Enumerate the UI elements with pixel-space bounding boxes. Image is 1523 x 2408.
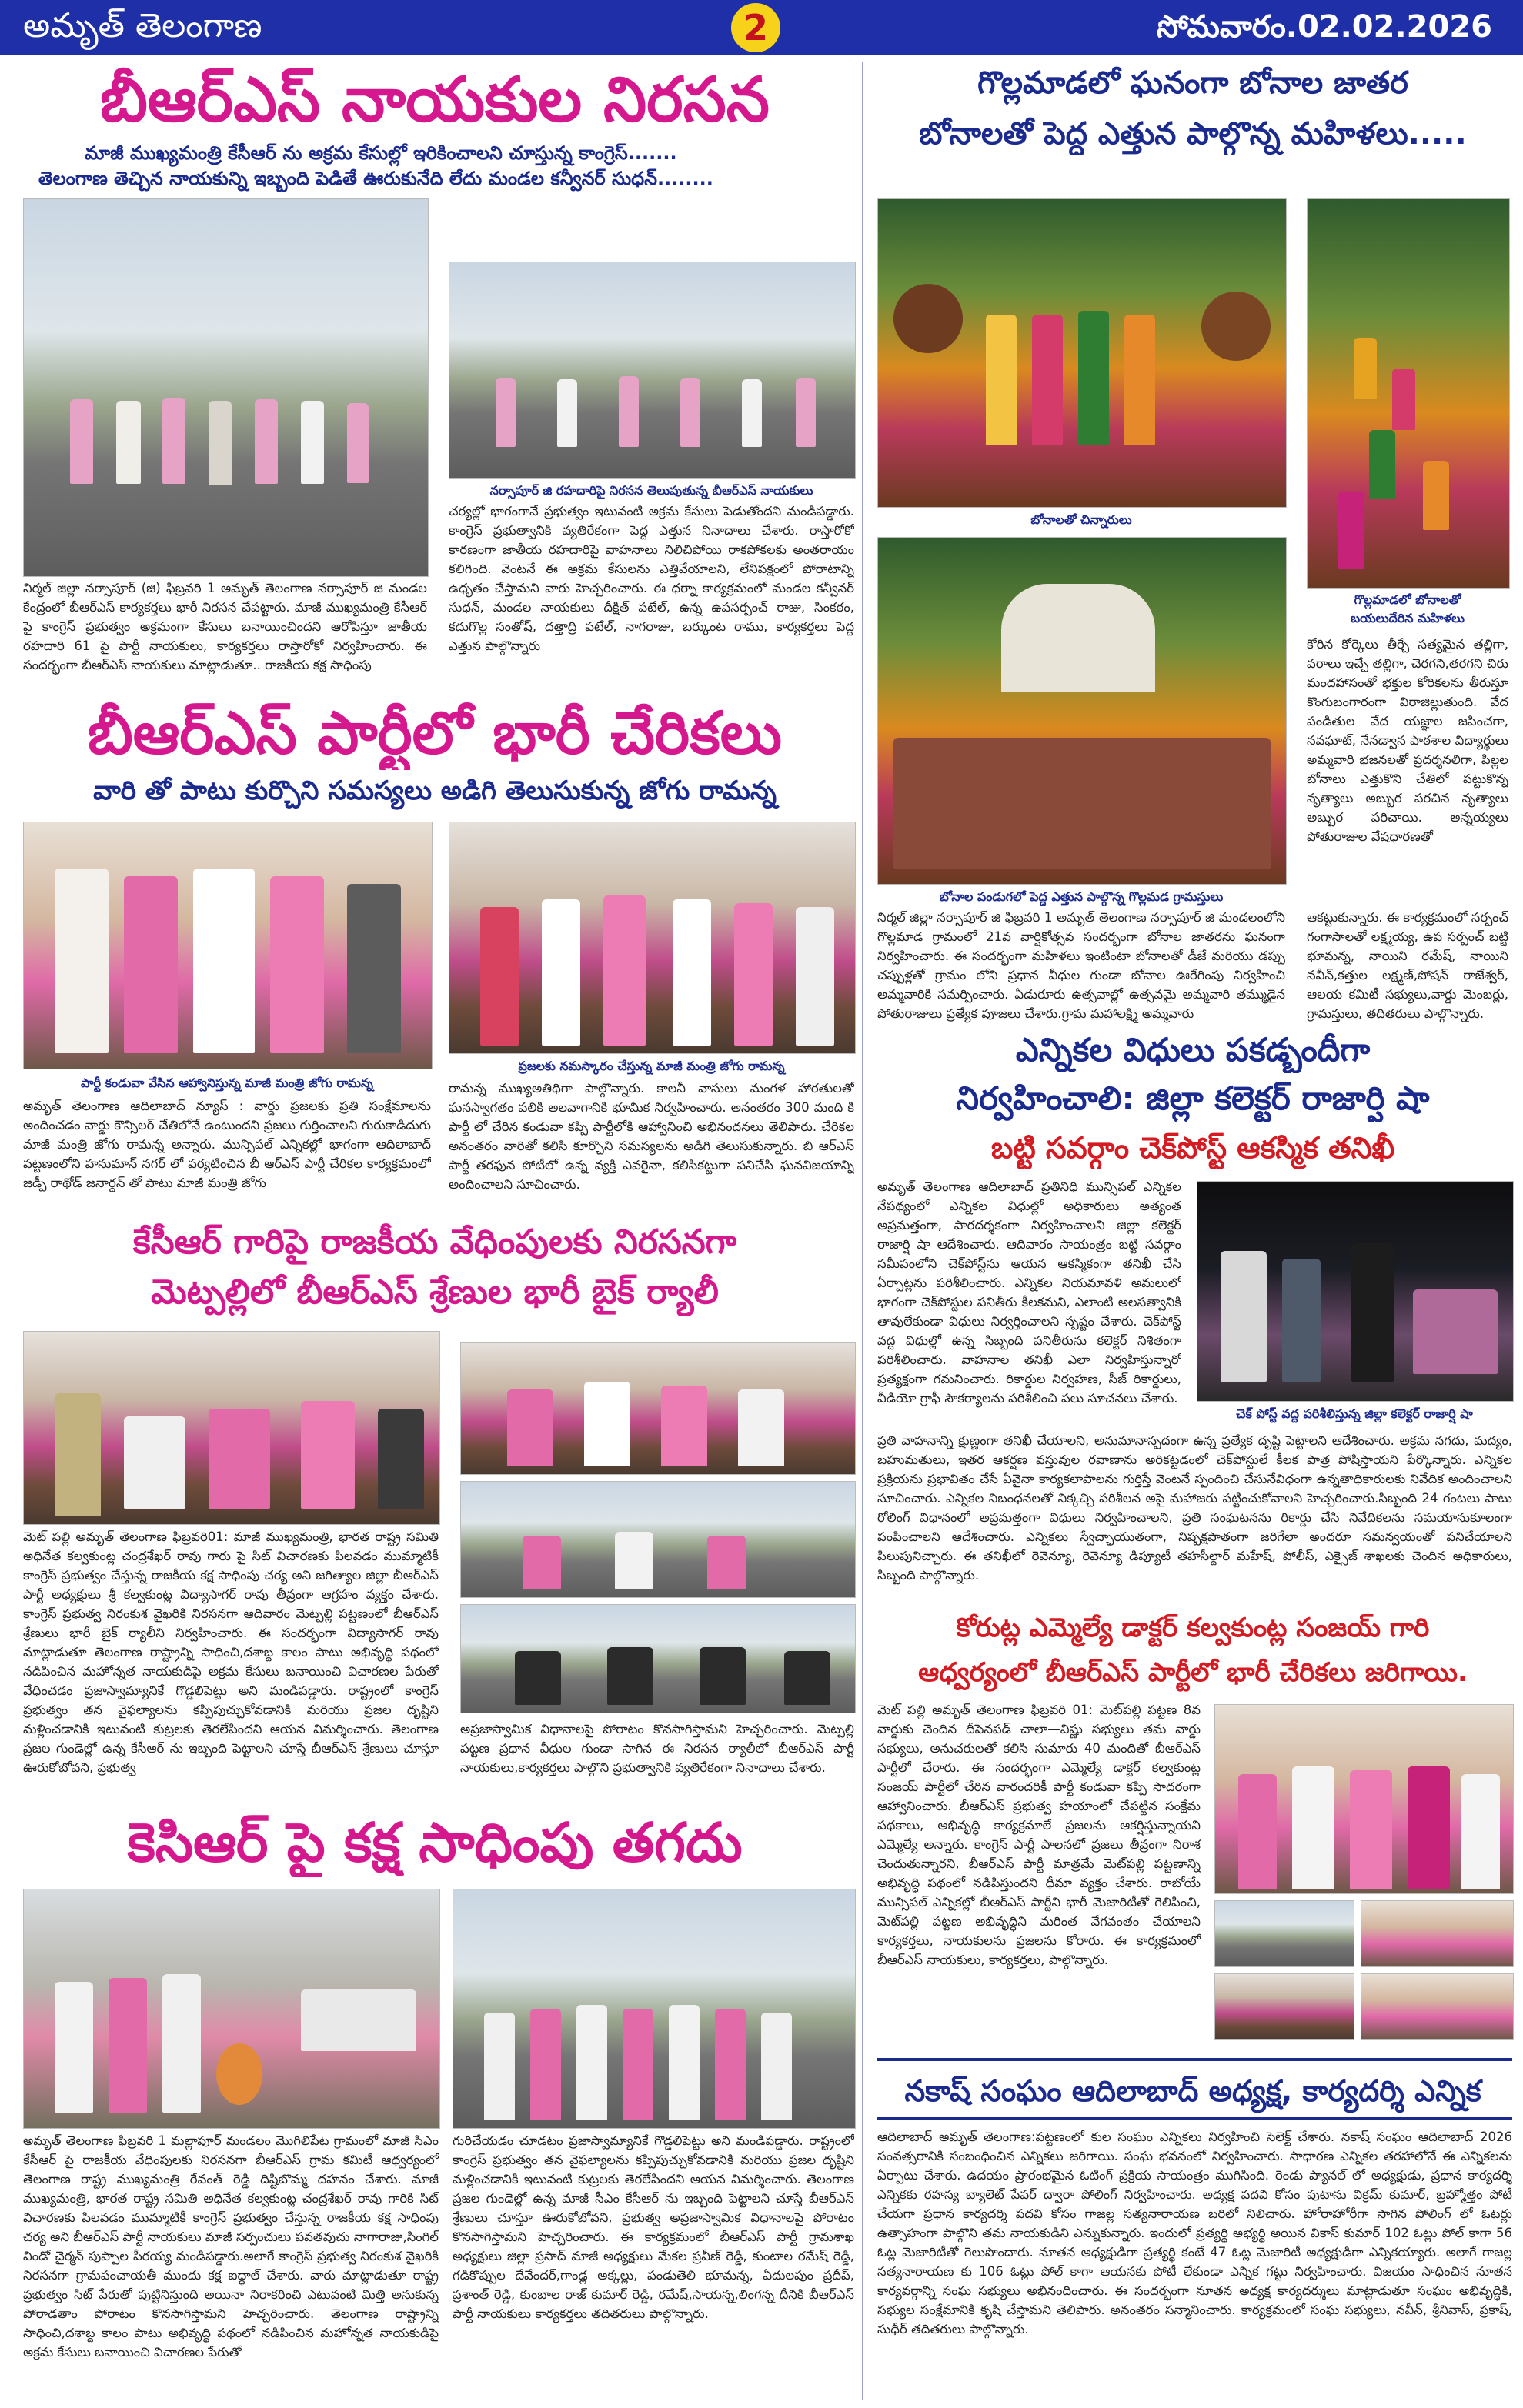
story3-headline-1: కేసీఆర్ గారిపై రాజకీయ వేధింపులకు నిరసనగా — [132, 1222, 737, 1262]
story5-photo-crowd — [877, 537, 1287, 885]
story1-body-right: చర్యల్లో భాగంగానే ప్రభుత్వం ఇటువంటి అక్రమ కేసులు పెడుతోందని మండిపడ్డారు. కాంగ్రెస్ ప్రభుత్వానికి వ్యతిరేకంగా పెద్ద ఎత్తున నినాదాలు చేశారు. రాస్తారోకో కారణంగా జాతీయ రహదారిపై వాహనాలు నిలిచిపోయి రాకపోకలకు అంతరాయం కలిగింది. వెంటనే ఈ అక్రమ కేసులను ఎత్తివేయాలని, లేనిపక్షంలో పోరాటాన్ని ఉధృతం చేస్తామని వారు హెచ్చరించారు. ఈ ధర్నా కార్యక్రమంలో మండల కన్వీనర్ సుధన్, మండల నాయకులు దీక్షిత్ పటేల్, ఉన్న ఉపసర్పంచ్ రాజు, సింకఠం, కదుగొల్ల సంతోష్, దత్తాద్రి పటేల్, నాగరాజు, బర్కుంట రాము, కార్యకర్తలు పెద్ద ఎత్తున పాల్గొన్నారు — [449, 504, 854, 653]
story7-headline-2: ఆధ్వర్యంలో బీఆర్ఎస్ పార్టీలో భారీ చేరికలు జరిగాయి. — [918, 1657, 1468, 1688]
story5-headline-2: బోనాలతో పెద్ద ఎత్తున పాల్గొన్న మహిళలు..... — [919, 116, 1467, 152]
story7-photo-small-3 — [1214, 1973, 1354, 2040]
story2-headline: బీఆర్ఎస్ పార్టీలో భారీ చేరికలు — [88, 699, 782, 767]
page-number-badge: 2 — [731, 3, 780, 52]
story7-photo-small-1 — [1214, 1900, 1354, 1967]
story5-body-left: నిర్మల్ జిల్లా నర్సాపూర్ జి ఫిబ్రవరి 1 అమృత్ తెలంగాణ నర్సాపూర్ జి మండలంలోని గొల్లమాడ గ్రామంలో 21వ వార్షికోత్సవ సందర్భంగా బోనాల జాతరను ఘనంగా నిర్వహించారు. ఈ సందర్భంగా మహిళలు ఇంటింటా బోనాలతో డీజే మరియు డప్పు చప్పుళ్లతో గ్రామం లోని ప్రధాన వీధుల గుండా బోనాల ఊరేగింపు నిర్వహించి అమ్మవారికి సమర్పించారు. ఏడురూరు ఉత్సవాల్లో ఉత్సవమై అమ్మవారి తమ్ముడైన పోతురాజులు ప్రత్యేక పూజలు చేశారు.గ్రామ మహాలక్ష్మి అమ్మవారు — [877, 910, 1285, 1021]
story5-caption-procession-1: గొల్లమాడలో బోనాలతో — [1354, 592, 1461, 607]
story5-photo-procession — [1307, 198, 1510, 589]
story8-headline: నకాష్ సంఘం ఆదిలాబాద్ అధ్యక్ష, కార్యదర్శి ఎన్నిక — [904, 2074, 1481, 2108]
story1-subhead-1: మాజీ ముఖ్యమంత్రి కేసీఆర్ ను అక్రమ కేసుల్లో ఇరికించాలని చూస్తున్న కాంగ్రెస్....... — [85, 142, 677, 164]
story2-photo-right — [449, 822, 856, 1054]
story1-body-left: నిర్మల్ జిల్లా నర్సాపూర్ (జి) ఫిబ్రవరి 1 అమృత్ తెలంగాణ నర్సాపూర్ జి మండల కేంద్రంలో బీఆర్ఎస్ కార్యకర్తలు భారీ నిరసన చేపట్టారు. మాజీ ముఖ్యమంత్రి కేసీఆర్ పై కాంగ్రెస్ ప్రభుత్వం అక్రమంగా కేసులు బనాయించిందని ఆరోపిస్తూ జాతీయ రహదారి 61 పై పార్టీ నాయకులు, కార్యకర్తలు రాస్తారోకో నిర్వహించారు. ఈ సందర్భంగా బీఆర్ఎస్ నాయకులు మాట్లాడుతూ.. రాజకీయ కక్ష సాధింపు — [23, 581, 427, 672]
story6-photo — [1197, 1181, 1514, 1402]
story5-body-right: ఆకట్టుకున్నారు. ఈ కార్యక్రమంలో సర్పంచ్ గంగాసాలతో లక్ష్మయ్య, ఉప సర్పంచ్ బట్టి భూమన్న, నాయిని రమేష్, నాయిని నవీన్,కత్తుల లక్ష్మణ్,పోషన్ రాజేశ్వర్, ఆలయ కమిటీ సభ్యులు,వార్డు మెంబర్లు, గ్రామస్తులు, తదితరులు పాల్గొన్నారు. — [1307, 910, 1508, 1021]
story7-photo-small-4 — [1361, 1973, 1514, 2040]
story5-photo-children — [877, 198, 1287, 508]
story3-photo-left — [23, 1331, 440, 1525]
story4-body-left: అమృత్ తెలంగాణ ఫిబ్రవరి 1 మల్లాపూర్ మండలం మొగిలిపేట గ్రామంలో మాజీ సిఎం కేసీఆర్ పై రాజకీయ వేధింపులకు నిరసనగా బీఆర్ఎస్ గ్రామ కమిటీ ఆధ్వర్యంలో తెలంగాణ రాష్ట్ర ముఖ్యమంత్రి రేవంత్ రెడ్డి దిష్టిబొమ్మ దహనం చేశారు. మాజీ ముఖ్యమంత్రి, భారత రాష్ట్ర సమితి అధినేత కల్వకుంట్ల చంద్రశేఖర్ రావు గారికి సిట్ విచారణకు పిలవడం ముమ్మాటికీ కాంగ్రెస్ ప్రభుత్వం చేస్తున్న రాజకీయ కక్ష సాధింపు చర్య అని బీఆర్ఎస్ పార్టీ నాయకులు మాజీ సర్పంచులు పవతవుచు నాగారాజు,సింగిల్ విండో చైర్మన్ పుప్పాల పీరయ్య మండిపడ్డారు.అలాగే కాంగ్రెస్ ప్రభుత్వ నిరంకుశ వైఖరికి నిరసనగా గ్రామపంచాయతీ ముందు కక్ష ఐద్ధాల్ చేశారు. వారు మాట్లాడుతూ రాష్ట్ర ప్రభుత్వం సిట్ పేరుతో పుట్టినిస్తుంది అయినా నిరాకరించి ఎటువంటి మిత్తి అనుకున్న పోరాడతాం పోరాటం కొనసాగిస్తామని హెచ్చరించారు. తెలంగాణ రాష్ట్రాన్ని సాధించి,దశాబ్ద కాలం పాటు అభివృద్ధి పథంలో నడిపించిన మహోన్నత నాయకుడిపై అక్రమ కేసులు బనాయించి విచారణల పేరుతో — [23, 2133, 439, 2360]
story3-photo-right-top — [460, 1342, 856, 1475]
story2-subhead: వారి తో పాటు కుర్చొని సమస్యలు అడిగి తెలుసుకున్న జోగు రామన్న — [93, 775, 777, 806]
story5-caption-children: బోనాలతో చిన్నారులు — [1030, 512, 1132, 527]
story6-headline-2: నిర్వహించాలి: జిల్లా కలెక్టర్ రాజార్షి షా — [956, 1079, 1430, 1117]
story5-headline-1: గొల్లమాడలో ఘనంగా బోనాల జాతర — [977, 65, 1408, 101]
story2-body-left: అమృత్ తెలంగాణ ఆదిలాబాద్ న్యూస్ : వార్డు ప్రజలకు ప్రతి సంక్షేమాలను అందించడం వార్డు కౌన్సిలర్ చేతిలోనే ఉంటుందని ప్రజలు గుర్తించాలని గురుకాడిదుగు మాజీ మంత్రి జోగు రామన్న అన్నారు. మున్సిపల్ ఎన్నికల్లో భాగంగా ఆదిలాబాద్ పట్టణంలోని హనుమాన్ నగర్ లో పర్యటించిన బీ ఆర్ఎస్ పార్టీ చేరికల కార్యక్రమంలో జడ్పీ రాథోడ్ జనార్దన్ తో పాటు మాజీ మంత్రి జోగు — [23, 1099, 431, 1190]
story7-photo-small-2 — [1361, 1900, 1514, 1967]
masthead-bar — [0, 0, 1523, 55]
story6-headline-3: బట్టి సవర్గాం చెక్‌పోస్ట్ ఆకస్మిక తనిఖీ — [990, 1131, 1395, 1165]
story1-subhead-2: తెలంగాణ తెచ్చిన నాయకున్ని ఇబ్బంది పెడితే ఊరుకునేది లేదు మండల కన్వీనర్ సుధన్........ — [38, 168, 713, 189]
story1-photo-right — [449, 262, 856, 479]
story7-headline-1: కోరుట్ల ఎమ్మెల్యే డాక్టర్ కల్వకుంట్ల సంజయ్ గారి — [956, 1613, 1430, 1643]
story2-caption-left: పార్టీ కండువా వేసిన ఆహ్వానిస్తున్న మాజీ మంత్రి జోగు రామన్న — [81, 1076, 373, 1090]
story3-body-left: మెట్ పల్లి అమృత్ తెలంగాణ ఫిబ్రవరి01: మాజీ ముఖ్యమంత్రి, భారత రాష్ట్ర సమితి అధినేత కల్వకుంట్ల చంద్రశేఖర్ రావు గారు పై సిట్ విచారణకు పిలవడం ముమ్మాటికీ కాంగ్రెస్ ప్రభుత్వం చేస్తున్న రాజకీయ కక్ష సాధింపు చర్య అని జగిత్యాల జిల్లా బీఆర్ఎస్ పార్టీ అధ్యక్షులు శ్రీ కల్వకుంట్ల విద్యాసాగర్ రావు తీవ్రంగా ఆగ్రహం వ్యక్తం చేశారు. కాంగ్రెస్ ప్రభుత్వ నిరంకుశ వైఖరికి నిరసనగా ఆదివారం మెట్పల్లి పట్టణంలో బీఆర్ఎస్ శ్రేణులు భారీ బైక్ ర్యాలీని నిర్వహించారు. ఈ సందర్భంగా విద్యాసాగర్ రావు మాట్లాడుతూ తెలంగాణ రాష్ట్రాన్ని సాధించి,దశాబ్ద కాలం పాటు అభివృద్ధి పథంలో నడిపించిన మహోన్నత నాయకుడిపై అక్రమ కేసులు బనాయించి విచారణల పేరుతో వేధించడం ప్రజాస్వామ్యానికే గొడ్డలిపెట్టు అని మండిపడ్డారు. రాష్ట్రంలో కాంగ్రెస్ ప్రభుత్వం తన వైఫల్యాలను కప్పిపుచ్చుకోవడానికి మరియు ప్రజల దృష్టిని మళ్లించడానికి ఇటువంటి కుట్రలకు తెరలేపిందని ఆయన విమర్శించారు. తెలంగాణ ప్రజల గుండెల్లో ఉన్న కేసీఆర్ ను ఇబ్బంది పెట్టాలని చూస్తే బీఆర్ఎస్ శ్రేణులు చూస్తూ ఊరుకోబోవని, ప్రభుత్వ — [23, 1529, 439, 1775]
story1-photo-left — [23, 198, 429, 577]
column-divider — [862, 62, 863, 2400]
story8-rule-top — [877, 2058, 1512, 2061]
story6-caption: చెక్ పోస్ట్ వద్ద పరిశీలిస్తున్న జిల్లా కలెక్టర్ రాజార్షి షా — [1236, 1406, 1473, 1421]
story1-headline: బీఆర్ఎస్ నాయకుల నిరసన — [100, 64, 770, 135]
story7-photo-main — [1214, 1704, 1514, 1894]
story4-photo-right — [453, 1889, 856, 2129]
story4-photo-left — [23, 1889, 440, 2129]
story2-caption-right: ప్రజలకు నమస్కారం చేస్తున్న మాజీ మంత్రి జోగు రామన్న — [518, 1059, 785, 1073]
issue-date: సోమవారం.02.02.2026 — [1157, 9, 1492, 45]
story3-headline-2: మెట్పల్లిలో బీఆర్ఎస్ శ్రేణుల భారీ బైక్ ర్యాలీ — [151, 1272, 719, 1312]
story8-body: ఆదిలాబాద్ అమృత్ తెలంగాణ:పట్టణంలో కుల సంఘం ఎన్నికలు నిర్వహించి సెలెక్ట్ చేశారు. నకాష్ సంఘం ఆదిలాబాద్ 2026 సంవత్సరానికి సంబంధించిన ఎన్నికలు జరిగాయి. సంఘ భవనంలో నిర్వహించారు. సాధారణ ఎన్నికల తరహాలోనే ఈ ఎన్నికలను ఏర్పాటు చేశారు. ఉదయం ప్రారంభమైన ఓటింగ్ ప్రక్రియ సాయంత్రం ముగిసింది. రెండు ప్యానల్ లో అధ్యక్షుడు, ప్రధాన కార్యదర్శి ఎన్నికకు రహస్య బ్యాలెట్ పేపర్ ద్వారా పోలింగ్ నిర్వహించారు. అధ్యక్ష పదవి కోసం పుటాను విక్రమ్ కుమార్, బ్రహ్మోత్తం పోటీ చేయగా ప్రధాన కార్యదర్శి పదవి కోసం గాజల్ల సత్యనారాయణ బరిలో నిలిచారు. హోరాహోరీగా సాగిన పోలింగ్ లో ఓటర్లు ఉత్సాహంగా పాల్గొని తమ నాయకుడిని ఎన్నుకున్నారు. ఇందులో ప్రత్యర్థి అభ్యర్థి అయిన వికాస్ కుమార్ 102 ఓట్లు పోల్ కాగా 56 ఓట్ల మెజారిటీతో గెలుపొందారు. నూతన అధ్యక్షుడిగా ప్రత్యర్థి కంటే 47 ఓట్ల మెజారిటీ అధ్యక్షుడిగా ఎన్నికయ్యారు. అలాగే గాజల్ల సత్యనారాయణ కు 106 ఓట్లు పోల్ కాగా ఆయనకు పోటీ లేకుండా ఎన్నిక గట్టు నిర్వహించారు. విజయం సాధించిన నూతన కార్యవర్గాన్ని సంఘ సభ్యులు అభినందించారు. ఈ సందర్భంగా నూతన అధ్యక్ష కార్యదర్శులు మాట్లాడుతూ సంఘం అభివృద్ధికి, సభ్యుల సంక్షేమానికి కృషి చేస్తామని తెలిపారు. అనంతరం సన్మానించారు. కార్యక్రమంలో సంఘ సభ్యులు, నవీన్, శ్రీనివాస్, ప్రకాష్, సుధీర్ తదితరులు పాల్గొన్నారు. — [877, 2130, 1512, 2336]
story6-body-full: ప్రతి వాహనాన్ని క్షుణ్ణంగా తనిఖీ చేయాలని, అనుమానాస్పదంగా ఉన్న ప్రత్యేక దృష్టి పెట్టాలని ఆదేశించారు. అక్రమ నగదు, మద్యం, బహుమతులు, ఇతర ఆకర్షణ వస్తువుల రవాణాను అరికట్టడంలో చెక్‌పోస్టులే కీలక పాత్ర పోషిస్తాయని పేర్కొన్నారు. ఎన్నికల ప్రక్రియను ప్రభావితం చేసే ఏవైనా కార్యకలాపాలను గుర్తిస్తే వెంటనే స్పందించి చేసునేవిధంగా ఉన్నతాధికారులకు నివేదిక అందించాలని సూచించారు. ఎన్నికల నిబంధనలతో నిక్కచ్చి పరిశీలన అపై మహాజరు పట్టించుకోవాలని హెచ్చరించారు.సిబ్బంది 24 గంటలు పాటు రోలింగ్ విధానంలో అప్రమత్తంగా విధులు నిర్వహించాలని, ప్రతి సంఘటనను రికార్డు చేసి నివేదికలను సమయానుకూలంగా పంపించాలని ఆదేశించారు. ఎన్నికలు స్వేచ్ఛాయుతంగా, నిష్పక్షపాతంగా జరిగేలా అందరూ సమన్వయంతో పనిచేయాలని పిలుపునిచ్చారు. ఈ తనిఖీలో రెవెన్యూ, రెవెన్యూ డిప్యూటీ తహసీల్దార్ మహేష్, పోలీస్, ఎక్సైజ్ శాఖలకు చెందిన అధికారులు, సిబ్బంది పాల్గొన్నారు. — [877, 1433, 1512, 1583]
story1-caption: నర్సాపూర్ జి రహదారిపై నిరసన తెలుపుతున్న బీఆర్ఎస్ నాయకులు — [489, 483, 813, 498]
story5-caption-crowd: బోనాల పండుగలో పెద్ద ఎత్తున పాల్గొన్న గొల్లమడ గ్రామస్తులు — [939, 889, 1224, 904]
story7-body: మెట్ పల్లి అమృత్ తెలంగాణ ఫిబ్రవరి 01: మెట్‌పల్లి పట్టణ 8వ వార్డుకు చెందిన దీపెనపడ్ చాలా—విష్ణు సభ్యులు తమ వార్డు సభ్యులు, అనుచరులతో కలిసి సుమారు 40 మందితో బీఆర్ఎస్ పార్టీలో చేరారు. ఈ సందర్భంగా ఎమ్మెల్యే డాక్టర్ కల్వకుంట్ల సంజయ్ పార్టీలో చేరిన వారందరికీ పార్టీ కండువా కప్పి సాదరంగా ఆహ్వానించారు. బీఆర్ఎస్ ప్రభుత్వ హయాంలో చేపట్టిన సంక్షేమ పథకాలు, అభివృద్ధి కార్యక్రమాలే ప్రజలను ఆకర్షిస్తున్నాయని ఎమ్మెల్యే అన్నారు. కాంగ్రెస్ పార్టీ పాలనలో ప్రజలు తీవ్రంగా నిరాశ చెందుతున్నారని, బీఆర్ఎస్ పార్టీ మాత్రమే మెట్‌పల్లి పట్టణాన్ని అభివృద్ధి పథంలో నడిపిస్తుందని ధీమా వ్యక్తం చేశారు. రాబోయే మున్సిపల్ ఎన్నికల్లో బీఆర్ఎస్ పార్టీని భారీ మెజారిటీతో గెలిపించి, మెట్‌పల్లి పట్టణ అభివృద్ధిని మరింత వేగవంతం చేయాలని కార్యకర్తలు, నాయకులను ప్రజలను కోరారు. ఈ కార్యక్రమంలో బీఆర్ఎస్ నాయకులు, కార్యకర్తలు, పాల్గొన్నారు. — [877, 1703, 1201, 1967]
story4-headline: కెసిఆర్ పై కక్ష సాధింపు తగదు — [127, 1811, 743, 1874]
story2-photo-left — [23, 822, 433, 1069]
story5-body-narrow: కోరిన కోర్కెలు తీర్చే సత్యమైన తల్లిగా, వరాలు ఇచ్చే తల్లిగా, చెరగని,తరగని చిరు మందహాసంతో భక్తుల కోరికలను తీరుస్తూ కొంగుబంగారంగా విరాజిల్లుతుంది. వేద పండితుల వేద యజ్ఞాల జపించగా, నవఘాట్, నేనడ్వాన పాఠశాల విద్యార్థులు అమ్మవారి భజనలతో ప్రదర్శనలిగా, పిల్లల బోనాలు ఎత్తుకొని చేతిలో పట్టుకొన్న నృత్యాలు అబ్బుర పరచిన నృత్యాలు అబ్బుర పరిచాయి. అన్నయ్యలు పోతురాజుల వేషధారణతో — [1307, 637, 1508, 844]
story3-body-right: అప్రజాస్వామిక విధానాలపై పోరాటం కొనసాగిస్తామని హెచ్చరించారు. మెట్పల్లి పట్టణ ప్రధాన వీధుల గుండా సాగిన ఈ నిరసన ర్యాలీలో బీఆర్ఎస్ పార్టీ నాయకులు,కార్యకర్తలు పాల్గొని ప్రభుత్వానికి వ్యతిరేకంగా నినాదాలు చేశారు. — [460, 1722, 854, 1775]
story3-photo-right-bottom — [460, 1604, 856, 1713]
story4-body-right: గురిచేయడం చూడటం ప్రజాస్వామ్యానికే గొడ్డలిపెట్టు అని మండిపడ్డారు. రాష్ట్రంలో కాంగ్రెస్ ప్రభుత్వం తన వైఫల్యాలను కప్పిపుచ్చుకోవడానికి మరియు ప్రజల దృష్టిని మళ్లించడానికి ఇటువంటి కుట్రలకు తెరలేపిందని ఆయన విమర్శించారు. తెలంగాణ ప్రజల గుండెల్లో ఉన్న మాజీ సీఎం కేసీఆర్ ను ఇబ్బంది పెట్టాలని చూస్తే బీఆర్ఎస్ శ్రేణులు చూస్తూ ఊరుకోబోవని, ప్రభుత్వ అప్రజాస్వామిక విధానాలపై పోరాటం కొనసాగిస్తామని హెచ్చరించారు. ఈ కార్యక్రమంలో బీఆర్ఎస్ పార్టీ గ్రామశాఖ అధ్యక్షులు జిల్లా ప్రసాద్ మాజీ అధ్యక్షులు మేకల ప్రవీణ్ రెడ్డి, కుంటాల రమేష్ రెడ్డి, గడికొప్పుల దేవేందర్,గాండ్ల అక్కల్లు, పండుతెలి భూమన్న, ఏదులపుం ప్రదీప్, ప్రశాంత్ రెడ్డి, కుంబాల రాజ్ కుమార్ రెడ్డి, రమేష్,సాయన్న,లింగన్న దీనికి బీఆర్ఎస్ పార్టీ నాయకులు కార్యకర్తలు తదితరులు పాల్గొన్నారు. — [453, 2133, 854, 2321]
story6-body-narrow: అమృత్ తెలంగాణ ఆదిలాబాద్ ప్రతినిధి మున్సిపల్ ఎన్నికల నేపథ్యంలో ఎన్నికల విధుల్లో అధికారులు అత్యంత అప్రమత్తంగా, పారదర్శకంగా నిర్వహించాలని జిల్లా కలెక్టర్ రాజార్షి షా ఆదేశించారు. ఆదివారం సాయంత్రం బట్టి సవర్గాం సమీపంలోని చెక్‌పోస్ట్‌ను ఆయన ఆకస్మికంగా తనిఖీ చేసి ఏర్పాట్లను పరిశీలించారు. ఎన్నికల నియమావళి అమలులో భాగంగా చెక్‌పోస్టుల పనితీరు కీలకమని, ఎలాంటి అలసత్వానికి తావులేకుండా విధులు నిర్వర్తించాలని స్పష్టం చేశారు. చెక్‌పోస్ట్ వద్ద విధుల్లో ఉన్న సిబ్బంది పనితీరును కలెక్టర్ నిశితంగా పరిశీలించారు. వాహనాల తనిఖీ ఎలా నిర్వహిస్తున్నారో ప్రత్యక్షంగా గమనించారు. రికార్డుల నిర్వహణ, సీజ్ రికార్డులు, వీడియో గ్రాఫీ సౌకర్యాలను పరిశీలించి పలు సూచనలు చేశారు. — [877, 1179, 1181, 1406]
story6-headline-1: ఎన్నికల విధులు పకడ్బందీగా — [1015, 1031, 1371, 1069]
story5-caption-procession-2: బయలుదేరిన మహిళలు — [1351, 611, 1465, 625]
story2-body-right: రామన్న ముఖ్యఅతిథిగా పాల్గొన్నారు. కాలనీ వాసులు మంగళ హారతులతో ఘనస్వాగతం పలికి అలవాగానికి భూమిక నిర్వహించారు. అనంతరం 300 మంది కి పార్టీ లో చేరిన కండువా కప్పి పార్టీలోకి ఆహ్వానించి అభినందనలు తెలిపారు. చేరికల అనంతరం వారితో కలిసి కూర్చొని సమస్యలను అడిగి తెలుసుకున్నారు. బి ఆర్ఎస్ పార్టీ తరఫున పోటీలో ఉన్న వ్యక్తి ఎవరైనా, కలిసికట్టుగా పనిచేసి ఘనవిజయాన్ని అందించాలని సూచించారు. — [449, 1081, 854, 1192]
story8-rule-bottom — [877, 2117, 1512, 2120]
story3-photo-right-mid — [460, 1481, 856, 1598]
paper-name: అమృత్ తెలంగాణ — [23, 6, 262, 45]
